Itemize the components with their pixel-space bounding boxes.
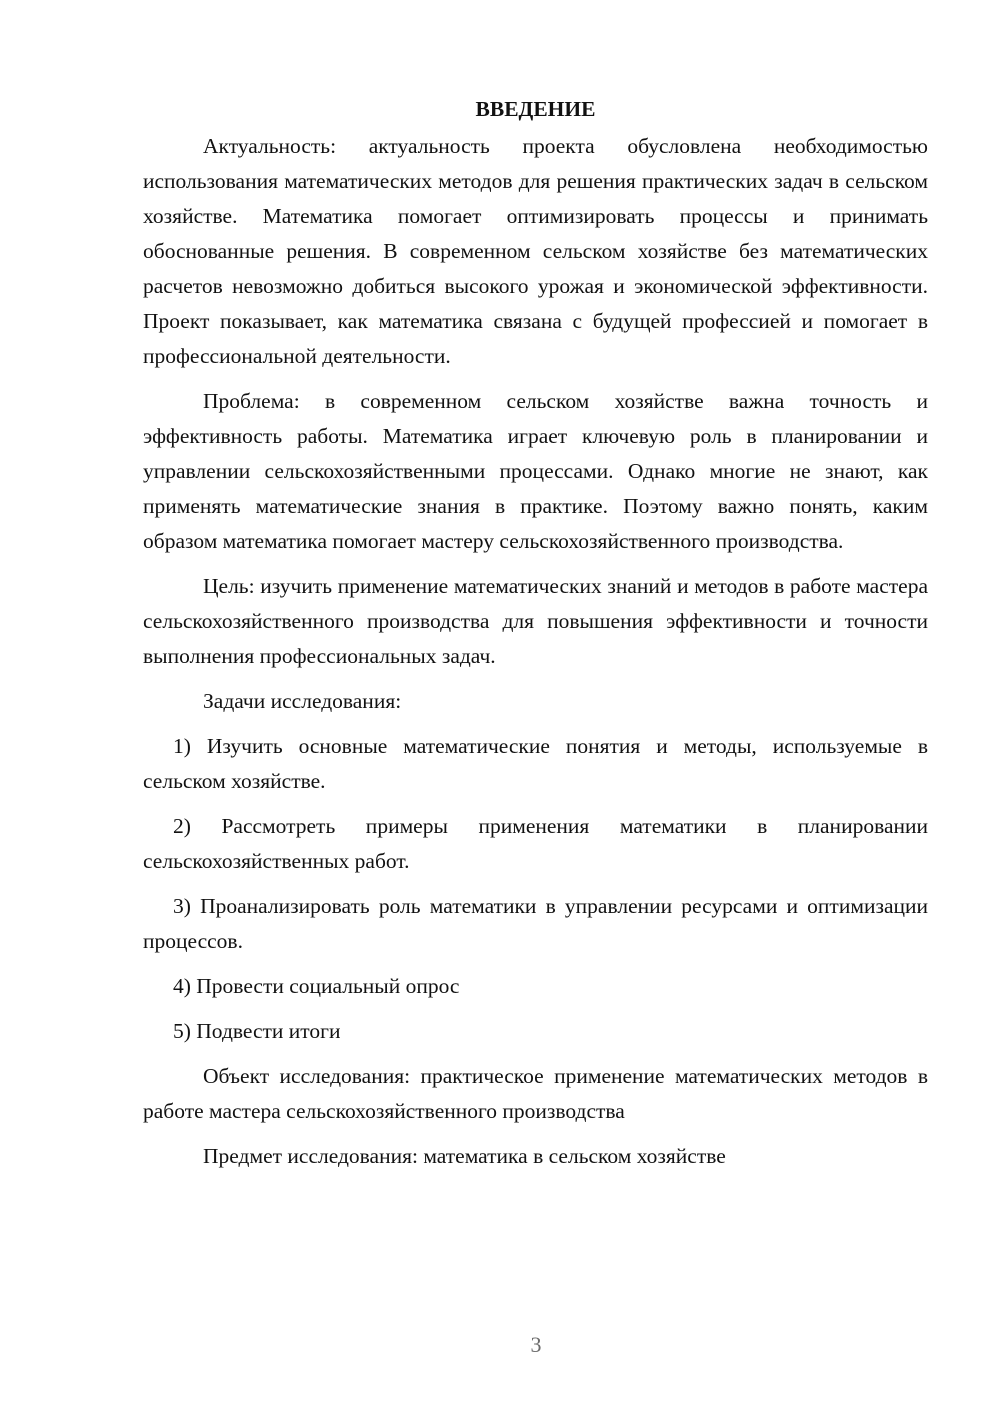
subject-paragraph: Предмет исследования: математика в сельском хозяйстве	[203, 1144, 726, 1168]
page-number: 3	[530, 1332, 542, 1357]
task-item-3: 3) Проанализировать роль математики в управлении ресурсами и оптимизации процессов.	[143, 894, 928, 953]
goal-paragraph: Цель: изучить применение математических знаний и методов в работе мастера сельскохозяйственного производства для повышения эффективности и точности выполнения профессиональных задач.	[143, 574, 928, 668]
tasks-heading: Задачи исследования:	[203, 689, 402, 713]
problem-paragraph: Проблема: в современном сельском хозяйстве важна точность и эффективность работы. Математика играет ключевую роль в планировании и управлении сельскохозяйственными процессами. Однако многие не знают, как применять математические знания в практике. Поэтому важно понять, каким образом математика помогает мастеру сельскохозяйственного производства.	[143, 389, 928, 553]
relevance-paragraph: Актуальность: актуальность проекта обусловлена необходимостью использования математических методов для решения практических задач в сельском хозяйстве. Математика помогает оптимизировать процессы и принимать обоснованные решения. В современном сельском хозяйстве без математических расчетов невозможно добиться высокого урожая и экономической эффективности. Проект показывает, как математика связана с будущей профессией и помогает в профессиональной деятельности.	[143, 134, 928, 368]
task-item-1: 1) Изучить основные математические понятия и методы, используемые в сельском хозяйстве.	[143, 734, 928, 793]
section-title: ВВЕДЕНИЕ	[475, 97, 596, 121]
task-item-4: 4) Провести социальный опрос	[173, 974, 460, 998]
task-item-5: 5) Подвести итоги	[173, 1019, 341, 1043]
object-paragraph: Объект исследования: практическое применение математических методов в работе мастера сельскохозяйственного производства	[143, 1064, 928, 1123]
page-content	[143, 92, 928, 1184]
task-item-2: 2) Рассмотреть примеры применения математики в планировании сельскохозяйственных работ.	[143, 814, 928, 873]
